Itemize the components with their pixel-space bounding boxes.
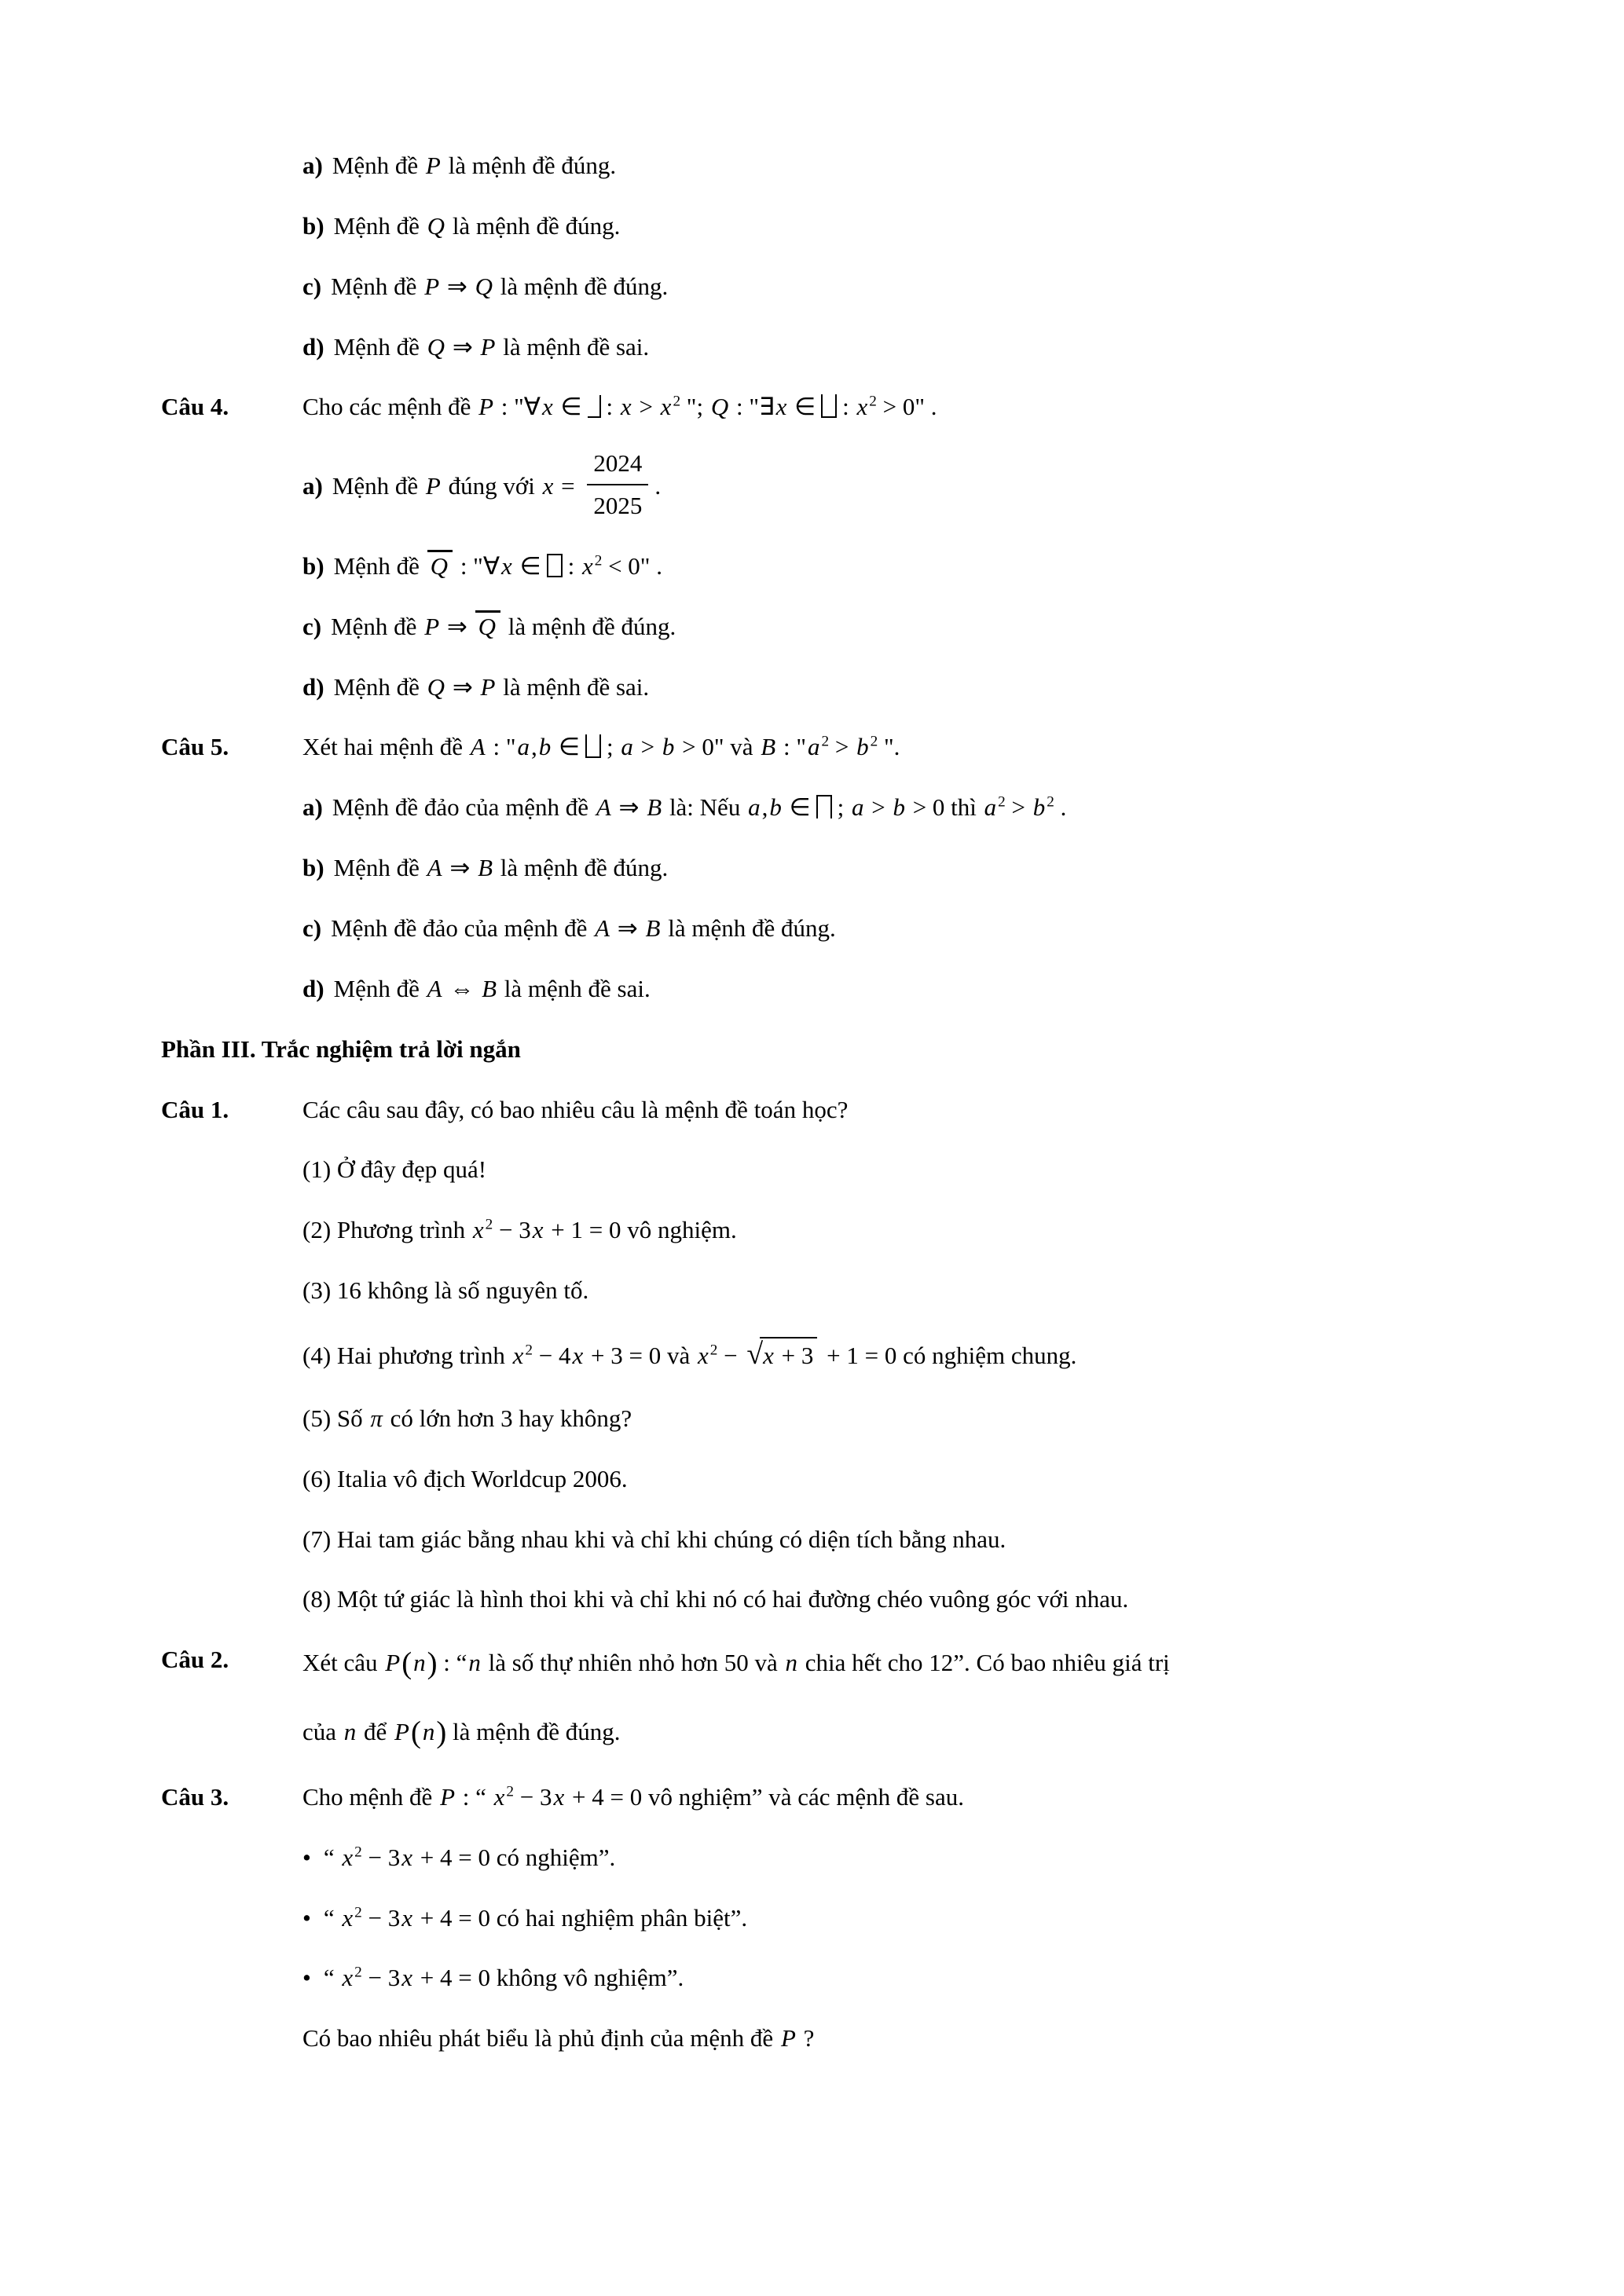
text-run: > bbox=[865, 793, 892, 822]
math-var: P bbox=[394, 1717, 409, 1745]
text-run: là mệnh đề đúng. bbox=[446, 1717, 621, 1745]
superscript: 2 bbox=[354, 1965, 362, 1982]
math-var: b bbox=[893, 793, 905, 822]
math-var: B bbox=[478, 854, 493, 882]
text-run: Các câu sau đây, có bao nhiêu câu là mệnh đề toán học? bbox=[302, 1095, 849, 1123]
question-row bbox=[161, 390, 1553, 423]
text-run: là mệnh đề đúng. bbox=[662, 914, 836, 942]
text-run: để bbox=[357, 1717, 394, 1745]
option-letter: b) bbox=[302, 551, 324, 580]
option-line bbox=[302, 610, 1553, 643]
math-var: n bbox=[343, 1717, 357, 1745]
statement-item bbox=[302, 1153, 1553, 1186]
text-run: ⇔ bbox=[443, 974, 481, 1002]
option-line bbox=[302, 331, 1553, 364]
math-var: A bbox=[427, 974, 442, 1002]
text-run: (7) Hai tam giác bằng nhau khi và chỉ khi chúng có diện tích bằng nhau. bbox=[302, 1525, 1006, 1553]
math-var: P bbox=[480, 672, 496, 701]
text-run: : "∀ bbox=[495, 393, 541, 421]
question-number: Câu 5. bbox=[161, 733, 229, 761]
math-var: A bbox=[596, 793, 611, 822]
text-run: “ bbox=[323, 1964, 341, 1992]
fraction bbox=[587, 447, 648, 522]
math-var: A bbox=[470, 733, 486, 761]
superscript: 2 bbox=[998, 793, 1006, 811]
text-run: là: Nếu bbox=[663, 793, 747, 822]
big-paren: ) bbox=[436, 1715, 447, 1749]
question-row bbox=[161, 731, 1553, 764]
superscript: 2 bbox=[485, 1216, 493, 1233]
text-run: ; bbox=[837, 793, 850, 822]
text-run: ". bbox=[878, 733, 900, 761]
text-run: Mệnh đề bbox=[333, 551, 426, 580]
question-number: Câu 1. bbox=[161, 1095, 229, 1123]
text-run: Xét hai mệnh đề bbox=[302, 733, 469, 761]
text-run: là số thự nhiên nhỏ hơn 50 và bbox=[482, 1649, 784, 1677]
question-text bbox=[302, 1093, 848, 1126]
math-var: x bbox=[572, 1341, 584, 1369]
text-run: Mệnh đề bbox=[332, 152, 424, 179]
paragraph-continuation bbox=[302, 2022, 1553, 2055]
missing-glyph-box-icon bbox=[821, 394, 837, 418]
option-letter: b) bbox=[302, 211, 324, 240]
missing-glyph-box-icon bbox=[585, 734, 601, 758]
text-run: là mệnh đề đúng. bbox=[502, 612, 676, 640]
overline-group bbox=[427, 550, 453, 580]
text-run: Mệnh đề bbox=[333, 672, 426, 701]
math-var: x bbox=[553, 1782, 565, 1811]
math-var: a bbox=[748, 793, 761, 822]
math-var: P bbox=[780, 2024, 796, 2052]
math-var: x bbox=[542, 472, 554, 500]
math-var: B bbox=[482, 974, 497, 1002]
text-run: Mệnh đề bbox=[331, 272, 423, 300]
math-var: a bbox=[517, 733, 530, 761]
math-var: Q bbox=[710, 393, 729, 421]
math-var: A bbox=[595, 914, 610, 942]
option-letter: d) bbox=[302, 974, 324, 1002]
question-number: Câu 3. bbox=[161, 1782, 229, 1811]
statement-item bbox=[302, 1274, 1553, 1307]
option-letter: c) bbox=[302, 914, 322, 942]
section-heading bbox=[161, 1033, 1553, 1066]
option-line bbox=[302, 912, 1553, 945]
option-letter: c) bbox=[302, 272, 322, 300]
text-run: là mệnh đề đúng. bbox=[494, 854, 669, 882]
math-var: x bbox=[493, 1782, 505, 1811]
math-var: x bbox=[401, 1843, 412, 1871]
text-run: + 3 bbox=[775, 1341, 814, 1369]
math-var: b bbox=[856, 733, 869, 761]
question-text bbox=[302, 731, 900, 764]
option-line bbox=[302, 972, 1553, 1005]
math-var: a bbox=[984, 793, 997, 822]
text-run: : " bbox=[486, 733, 516, 761]
text-run: : "∀ bbox=[454, 551, 500, 580]
option-letter: c) bbox=[302, 612, 322, 640]
math-var: x bbox=[512, 1341, 524, 1369]
text-run: ; bbox=[607, 733, 620, 761]
text-run: Mệnh đề bbox=[332, 472, 424, 500]
math-var: Q bbox=[478, 612, 496, 640]
text-run: của bbox=[302, 1717, 343, 1745]
text-run: có lớn hơn 3 hay không? bbox=[383, 1404, 632, 1432]
question-text bbox=[302, 1643, 1170, 1684]
text-run: ∈ bbox=[554, 393, 582, 421]
superscript: 2 bbox=[594, 552, 603, 569]
text-run: , bbox=[530, 733, 537, 761]
text-run: “ bbox=[323, 1903, 341, 1932]
text-run: ⇒ bbox=[446, 332, 479, 361]
superscript: 2 bbox=[869, 394, 877, 411]
option-letter: a) bbox=[302, 472, 323, 500]
text-run: > 0 thì bbox=[906, 793, 983, 822]
statement-item bbox=[302, 1583, 1553, 1616]
math-var: n bbox=[422, 1717, 435, 1745]
math-var: n bbox=[785, 1649, 798, 1677]
text-run: là mệnh đề sai. bbox=[497, 672, 650, 701]
text-run: Mệnh đề bbox=[333, 211, 426, 240]
math-var: B bbox=[645, 914, 661, 942]
statement-item bbox=[302, 1214, 1553, 1247]
text-run: > bbox=[829, 733, 856, 761]
text-run: + 4 = 0 có hai nghiệm phân biệt”. bbox=[414, 1903, 748, 1932]
text-run: Mệnh đề bbox=[333, 974, 426, 1002]
text-run: Mệnh đề bbox=[333, 332, 426, 361]
superscript: 2 bbox=[354, 1904, 362, 1921]
option-line bbox=[302, 210, 1553, 243]
fraction-denominator: 2025 bbox=[593, 492, 643, 520]
text-run: : " bbox=[777, 733, 806, 761]
text-run: Mệnh đề bbox=[333, 854, 426, 882]
math-var: x bbox=[542, 393, 553, 421]
option-line bbox=[302, 851, 1553, 884]
text-run: : "∃ bbox=[730, 393, 775, 421]
text-run: (8) Một tứ giác là hình thoi khi và chỉ khi nó có hai đường chéo vuông góc với nhau. bbox=[302, 1585, 1129, 1613]
math-var: b bbox=[662, 733, 675, 761]
question-text bbox=[302, 1781, 964, 1814]
text-run: + 4 = 0 không vô nghiệm”. bbox=[414, 1964, 684, 1992]
text-run: (3) 16 không là số nguyên tố. bbox=[302, 1276, 589, 1305]
math-var: a bbox=[807, 733, 820, 761]
math-var: a bbox=[621, 733, 633, 761]
text-run: − 3 bbox=[361, 1903, 401, 1932]
text-run: . bbox=[654, 472, 662, 500]
math-var: x bbox=[342, 1964, 354, 1992]
math-var: a bbox=[851, 793, 864, 822]
math-var: P bbox=[424, 612, 440, 640]
math-var: x bbox=[856, 393, 868, 421]
math-var: Q bbox=[430, 551, 449, 580]
math-var: x bbox=[401, 1903, 412, 1932]
text-run: ⇒ bbox=[441, 272, 474, 300]
math-var: n bbox=[413, 1649, 426, 1677]
option-letter: b) bbox=[302, 854, 324, 882]
math-var: P bbox=[425, 472, 441, 500]
text-run: (1) Ở đây đẹp quá! bbox=[302, 1155, 487, 1184]
text-run: "; bbox=[680, 393, 709, 421]
option-line bbox=[302, 791, 1553, 824]
text-run: ⇒ bbox=[611, 914, 644, 942]
radical-sign-icon: √ bbox=[746, 1337, 764, 1371]
superscript: 2 bbox=[709, 1342, 718, 1359]
option-line bbox=[302, 671, 1553, 704]
question-number: Câu 4. bbox=[161, 393, 229, 421]
superscript: 2 bbox=[1047, 793, 1054, 811]
bullet-icon: • bbox=[302, 1964, 311, 1992]
question-number: Câu 2. bbox=[161, 1646, 229, 1674]
bullet-item bbox=[302, 1902, 1553, 1935]
math-var: x bbox=[698, 1341, 709, 1369]
paragraph-continuation bbox=[302, 1712, 1553, 1753]
text-run: ⇒ bbox=[612, 793, 646, 822]
text-run: (5) Số bbox=[302, 1404, 369, 1432]
superscript: 2 bbox=[870, 734, 878, 751]
statement-item bbox=[302, 1523, 1553, 1556]
text-run: . bbox=[1054, 793, 1067, 822]
math-var: x bbox=[342, 1843, 354, 1871]
text-run: đúng với bbox=[442, 472, 541, 500]
bullet-item bbox=[302, 1841, 1553, 1874]
text-run: > 0" và bbox=[676, 733, 760, 761]
superscript: 2 bbox=[354, 1844, 362, 1861]
option-line bbox=[302, 149, 1553, 182]
option-line bbox=[302, 270, 1553, 303]
math-var: P bbox=[478, 393, 494, 421]
math-var: Q bbox=[427, 211, 445, 240]
text-run: : bbox=[567, 551, 581, 580]
math-var: B bbox=[761, 733, 776, 761]
text-run: > bbox=[634, 733, 661, 761]
text-run: ? bbox=[797, 2024, 815, 2052]
math-var: P bbox=[440, 1782, 455, 1811]
missing-glyph-box-icon bbox=[816, 795, 832, 818]
statement-item bbox=[302, 1463, 1553, 1496]
math-var: π bbox=[370, 1404, 383, 1432]
text-run: > bbox=[1005, 793, 1032, 822]
text-run: − 3 bbox=[361, 1964, 401, 1992]
option-letter: d) bbox=[302, 332, 324, 361]
big-paren: ) bbox=[427, 1646, 438, 1681]
math-var: n bbox=[468, 1649, 481, 1677]
text-run: Xét câu bbox=[302, 1649, 384, 1677]
text-run: + 3 = 0 và bbox=[585, 1341, 697, 1369]
text-run: = bbox=[555, 472, 581, 500]
math-var: x bbox=[401, 1964, 412, 1992]
math-var: x bbox=[620, 393, 632, 421]
text-run: Có bao nhiêu phát biểu là phủ định của mệnh đề bbox=[302, 2024, 779, 2052]
superscript: 2 bbox=[525, 1342, 533, 1359]
math-var: x bbox=[501, 551, 512, 580]
text-run: , bbox=[761, 793, 768, 822]
text-run: chia hết cho 12”. Có bao nhiêu giá trị bbox=[799, 1649, 1170, 1677]
statement-item bbox=[302, 1402, 1553, 1435]
question-row bbox=[161, 1643, 1553, 1684]
text-run: “ bbox=[323, 1843, 341, 1871]
math-var: A bbox=[427, 854, 442, 882]
text-run: là mệnh đề sai. bbox=[497, 332, 650, 361]
missing-glyph-box-icon bbox=[588, 395, 601, 418]
math-var: P bbox=[425, 152, 441, 179]
text-run: ⇒ bbox=[441, 612, 474, 640]
text-run: là mệnh đề đúng. bbox=[442, 152, 617, 179]
text-run: ∈ bbox=[783, 793, 811, 822]
math-var: P bbox=[424, 272, 440, 300]
math-var: Q bbox=[427, 332, 445, 361]
math-var: b bbox=[538, 733, 552, 761]
text-run: − 4 bbox=[533, 1341, 571, 1369]
question-row bbox=[161, 1781, 1553, 1814]
text-run: : “ bbox=[456, 1782, 493, 1811]
text-run: Cho mệnh đề bbox=[302, 1782, 439, 1811]
math-var: P bbox=[480, 332, 496, 361]
text-run: Mệnh đề đảo của mệnh đề bbox=[332, 793, 595, 822]
fraction-numerator: 2024 bbox=[587, 447, 648, 485]
text-run: Phần III. Trắc nghiệm trả lời ngắn bbox=[161, 1034, 521, 1063]
math-var: P bbox=[385, 1649, 401, 1677]
math-var: x bbox=[581, 551, 593, 580]
text-run: Mệnh đề đảo của mệnh đề bbox=[331, 914, 594, 942]
big-paren: ( bbox=[401, 1646, 412, 1681]
text-run: (6) Italia vô địch Worldcup 2006. bbox=[302, 1464, 628, 1492]
text-run: + 1 = 0 có nghiệm chung. bbox=[820, 1341, 1077, 1369]
text-run: Cho các mệnh đề bbox=[302, 393, 478, 421]
bullet-icon: • bbox=[302, 1843, 311, 1871]
question-text bbox=[302, 390, 937, 423]
bullet-icon: • bbox=[302, 1903, 311, 1932]
text-run: − 3 bbox=[361, 1843, 401, 1871]
math-var: B bbox=[647, 793, 662, 822]
superscript: 2 bbox=[821, 734, 830, 751]
square-root bbox=[746, 1335, 817, 1375]
question-row bbox=[161, 1093, 1553, 1126]
text-run: ⇒ bbox=[443, 854, 477, 882]
math-var: x bbox=[532, 1216, 544, 1244]
text-run: ∈ bbox=[513, 551, 541, 580]
text-run: > 0" . bbox=[876, 393, 937, 421]
statement-item bbox=[302, 1335, 1553, 1375]
text-run: + 4 = 0 vô nghiệm” và các mệnh đề sau. bbox=[566, 1782, 964, 1811]
text-run: > bbox=[632, 393, 659, 421]
math-var: x bbox=[763, 1341, 774, 1369]
text-run: (4) Hai phương trình bbox=[302, 1341, 511, 1369]
text-run: là mệnh đề đúng. bbox=[446, 211, 621, 240]
text-run: + 4 = 0 có nghiệm”. bbox=[414, 1843, 616, 1871]
text-run: < 0" . bbox=[602, 551, 662, 580]
math-var: Q bbox=[427, 672, 445, 701]
text-run: ⇒ bbox=[446, 672, 479, 701]
text-run: − 3 bbox=[493, 1216, 531, 1244]
text-run: là mệnh đề đúng. bbox=[494, 272, 669, 300]
radicand bbox=[760, 1337, 817, 1372]
superscript: 2 bbox=[673, 394, 681, 411]
option-line bbox=[302, 451, 1553, 526]
text-run: là mệnh đề sai. bbox=[498, 974, 651, 1002]
math-var: x bbox=[472, 1216, 484, 1244]
option-letter: d) bbox=[302, 672, 324, 701]
option-letter: a) bbox=[302, 152, 323, 179]
big-paren: ( bbox=[410, 1715, 421, 1749]
math-var: Q bbox=[475, 272, 493, 300]
math-var: b bbox=[769, 793, 782, 822]
text-run: − bbox=[717, 1341, 744, 1369]
text-run: (2) Phương trình bbox=[302, 1216, 471, 1244]
option-line bbox=[302, 550, 1553, 583]
text-run: ∈ bbox=[788, 393, 816, 421]
text-run: : bbox=[606, 393, 619, 421]
missing-glyph-box-icon bbox=[547, 554, 563, 577]
text-run: + 1 = 0 vô nghiệm. bbox=[544, 1216, 737, 1244]
math-var: x bbox=[775, 393, 787, 421]
text-run: : “ bbox=[437, 1649, 467, 1677]
math-var: x bbox=[342, 1903, 354, 1932]
text-run: − 3 bbox=[514, 1782, 552, 1811]
text-run: ∈ bbox=[552, 733, 580, 761]
option-letter: a) bbox=[302, 793, 323, 822]
text-run: : bbox=[842, 393, 856, 421]
math-var: x bbox=[660, 393, 672, 421]
overline-group bbox=[475, 610, 500, 640]
math-var: b bbox=[1032, 793, 1046, 822]
superscript: 2 bbox=[506, 1783, 514, 1800]
bullet-item bbox=[302, 1961, 1553, 1994]
text-run: Mệnh đề bbox=[331, 612, 423, 640]
